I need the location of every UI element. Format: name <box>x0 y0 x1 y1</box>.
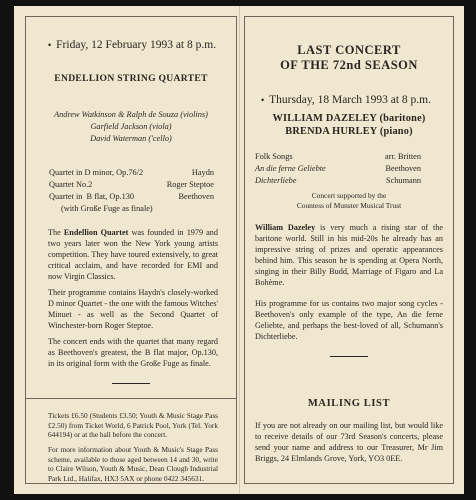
programme-description: His programme for us contains two major song cycles - Beethoven's only example of the type, An die ferne Geliebte, and perhaps the best-loved of all, Schumann's Dichterliebe. <box>255 299 443 341</box>
ensemble-name: ENDELLION STRING QUARTET <box>54 73 208 84</box>
programme-item: Folk Songs arr. Britten <box>255 152 421 161</box>
section-divider <box>330 356 368 357</box>
musician-line: David Waterman ('cello) <box>90 134 172 144</box>
musician-line: Garfield Jackson (viola) <box>90 122 172 132</box>
programme-item: Quartet in D minor, Op.76/2 Haydn <box>49 168 214 177</box>
bullet-icon: • <box>261 95 265 105</box>
programme-note: (with Große Fuge as finale) <box>61 204 153 213</box>
right-panel <box>244 16 454 484</box>
programme-item: Quartet in B flat, Op.130 Beethoven <box>49 192 214 201</box>
ticket-info: Tickets £6.50 (Students £3.50; Youth & Music Stage Pass £2.50) from Ticket World, 6 Patrick Pool, York (Tel. York 644194) or at the hall before the concert. <box>48 411 218 440</box>
concert-date-2 <box>261 94 431 106</box>
mailing-list-text: If you are not already on our mailing list, but would like to receive details of our 73rd Season's concerts, please send your name and address to our Treasurer, Mr Jim Briggs, 24 Elmlands Grove, York, YO3 0EE. <box>255 421 443 463</box>
programme-item: An die ferne Geliebte Beethoven <box>255 164 421 173</box>
section-divider <box>112 383 150 384</box>
panel-divider <box>26 398 236 399</box>
quartet-bio: The Endellion Quartet was founded in 1979 and two years later won the New York young artists competition. They have toured extensively, to great critical acclaim, and have recorded for EMI and now Virgin Classics. <box>48 228 218 281</box>
date-text: Thursday, 18 March 1993 at 8 p.m. <box>269 94 431 106</box>
programme-list <box>255 151 439 187</box>
sponsor-note: Concert supported by the Countess of Munster Musical Trust <box>296 191 402 210</box>
artist-names: WILLIAM DAZELEY (baritone) BRENDA HURLEY (piano) <box>272 113 426 137</box>
date-text: Friday, 12 February 1993 at 8 p.m. <box>56 39 217 51</box>
mailing-list-title: MAILING LIST <box>307 398 391 409</box>
stage-pass-info: For more information about Youth & Music's Stage Pass scheme, available to those aged between 14 and 30, write to Claire Wilson, Youth & Music, Dean Clough Industrial Park Ltd., Halifax, HX3 5AX or phone 0422 345631. <box>48 445 218 483</box>
left-panel <box>25 16 237 484</box>
programme-item: Dichterliebe Schumann <box>255 176 421 185</box>
fold-line <box>239 6 240 494</box>
programme-description: Their programme contains Haydn's closely-worked D minor Quartet - the one with the famous Witches' Minuet - as well as the Second Quartet of Winchester-born Roger Steptoe. <box>48 288 218 330</box>
programme-item: Quartet No.2 Roger Steptoe <box>49 180 214 189</box>
concert-title: LAST CONCERT OF THE 72nd SEASON <box>280 43 418 72</box>
bullet-icon: • <box>48 40 52 50</box>
concert-leaflet <box>14 6 464 494</box>
concert-date-1 <box>48 39 216 51</box>
musician-list <box>26 109 236 146</box>
musician-line: Andrew Watkinson & Ralph de Souza (violins) <box>54 110 208 119</box>
concert-ending-note: The concert ends with the quartet that many regard as Beethoven's greatest, the B flat major, Op.130, in its original form with the Große Fuge as finale. <box>48 337 218 368</box>
singer-bio: William Dazeley is very much a rising star of the baritone world. Still in his mid-20s he already has an impressive string of prizes and operatic appearances behind him. This season he is spending at Opera North, singing in their Billy Budd, Marriage of Figaro and La Bohème. <box>255 223 443 287</box>
programme-list <box>49 167 214 215</box>
